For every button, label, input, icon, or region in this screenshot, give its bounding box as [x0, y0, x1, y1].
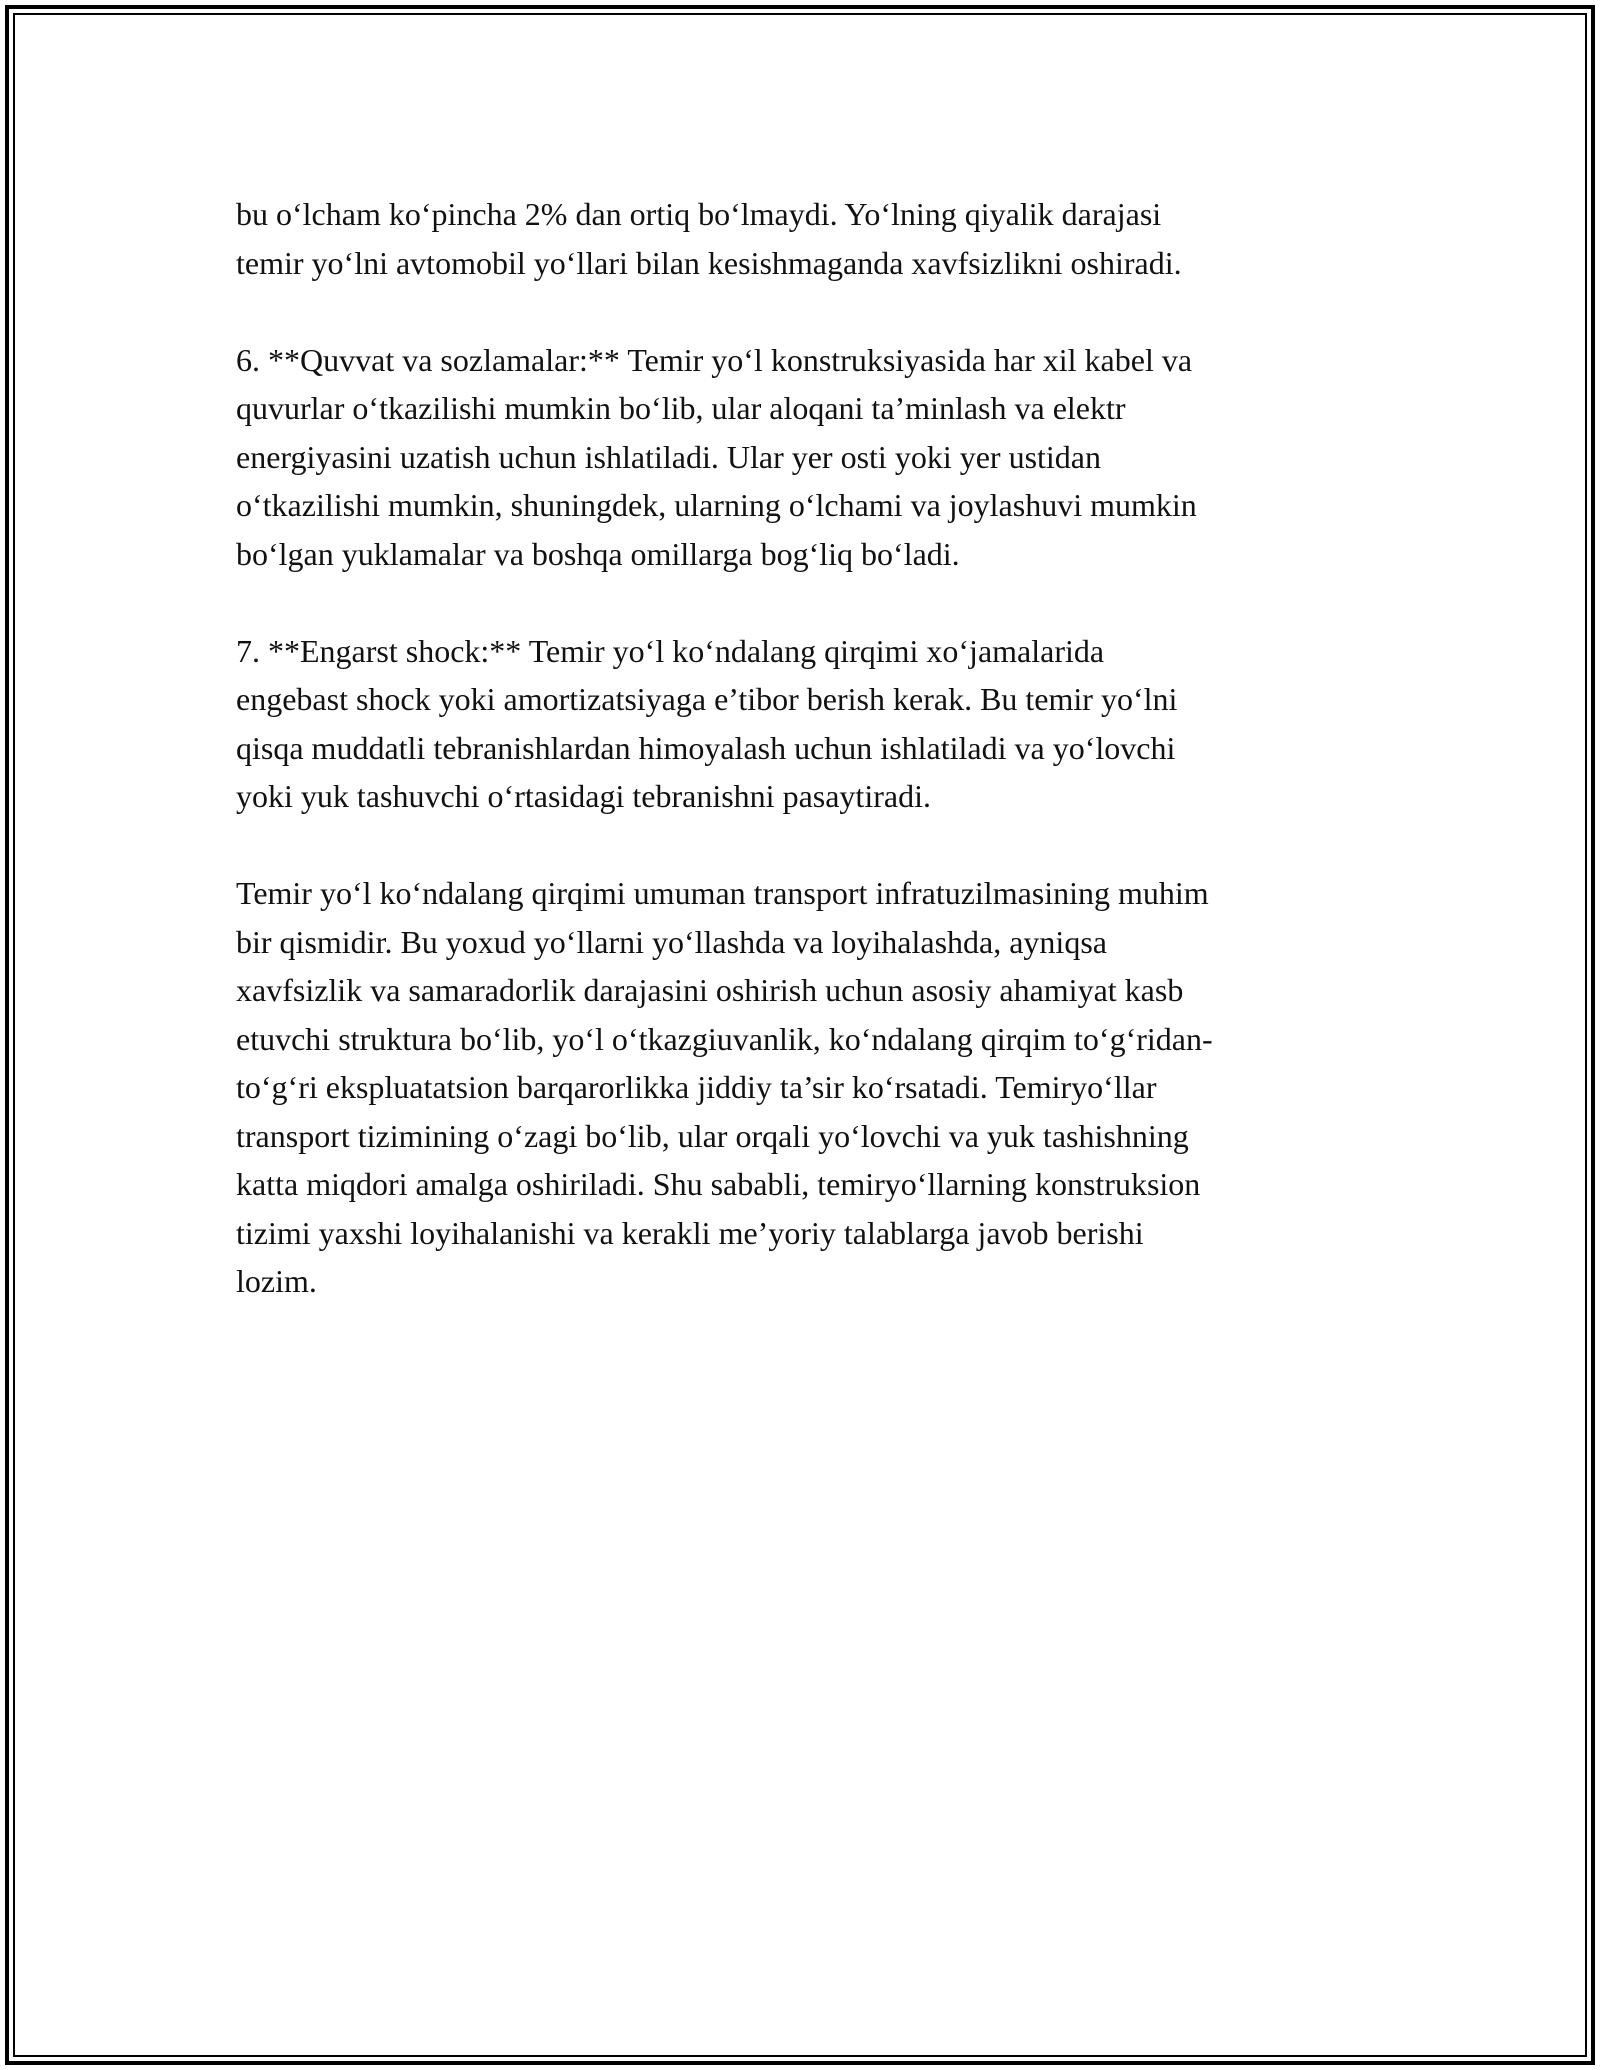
text-line: bo‘lgan yuklamalar va boshqa omillarga bog‘liq bo‘ladi. — [236, 535, 960, 572]
text-line: to‘g‘ri ekspluatatsion barqarorlikka jiddiy ta’sir ko‘rsatadi. Temiryo‘llar — [236, 1069, 1157, 1105]
paragraph-item-6 — [236, 336, 1366, 579]
text-line: etuvchi struktura bo‘lib, yo‘l o‘tkazgiuvanlik, ko‘ndalang qirqim to‘g‘ridan- — [236, 1020, 1213, 1057]
text-line: quvurlar o‘tkazilishi mumkin bo‘lib, ular aloqani ta’minlash va elektr — [236, 390, 1126, 426]
text-line: energiyasini uzatish uchun ishlatiladi. Ular yer osti yoki yer ustidan — [236, 438, 1101, 475]
text-line: tizimi yaxshi loyihalanishi va kerakli me’yoriy talablarga javob berishi — [236, 1214, 1144, 1251]
text-line: 6. **Quvvat va sozlamalar:** Temir yo‘l konstruksiyasida har xil kabel va — [236, 341, 1193, 378]
text-line: engebast shock yoki amortizatsiyaga e’tibor berish kerak. Bu temir yo‘lni — [236, 681, 1178, 717]
document-body — [236, 190, 1366, 1354]
text-line: bir qismidir. Bu yoxud yo‘llarni yo‘llashda va loyihalashda, ayniqsa — [236, 923, 1107, 960]
text-line: yoki yuk tashuvchi o‘rtasidagi tebranishni pasaytiradi. — [236, 778, 931, 814]
text-line: katta miqdori amalga oshiriladi. Shu sababli, temiryo‘llarning konstruksion — [236, 1166, 1201, 1202]
paragraph-conclusion — [236, 869, 1366, 1306]
text-line: 7. **Engarst shock:** Temir yo‘l ko‘ndalang qirqimi xo‘jamalarida — [236, 632, 1105, 669]
text-line: bu o‘lcham ko‘pincha 2% dan ortiq bo‘lmaydi. Yo‘lning qiyalik darajasi — [236, 196, 1162, 232]
text-line: o‘tkazilishi mumkin, shuningdek, ularning o‘lchami va joylashuvi mumkin — [236, 487, 1197, 523]
text-line: transport tizimining o‘zagi bo‘lib, ular orqali yo‘lovchi va yuk tashishning — [236, 1117, 1189, 1154]
text-line: qisqa muddatli tebranishlardan himoyalash uchun ishlatiladi va yo‘lovchi — [236, 729, 1176, 766]
text-line: Temir yo‘l ko‘ndalang qirqimi umuman transport infratuzilmasining muhim — [236, 875, 1209, 911]
text-line: lozim. — [236, 1263, 317, 1299]
text-line: xavfsizlik va samaradorlik darajasini oshirish uchun asosiy ahamiyat kasb — [236, 972, 1184, 1008]
paragraph-item-7 — [236, 627, 1366, 821]
text-line: temir yo‘lni avtomobil yo‘llari bilan kesishmaganda xavfsizlikni oshiradi. — [236, 244, 1182, 281]
paragraph-continuation — [236, 190, 1366, 287]
